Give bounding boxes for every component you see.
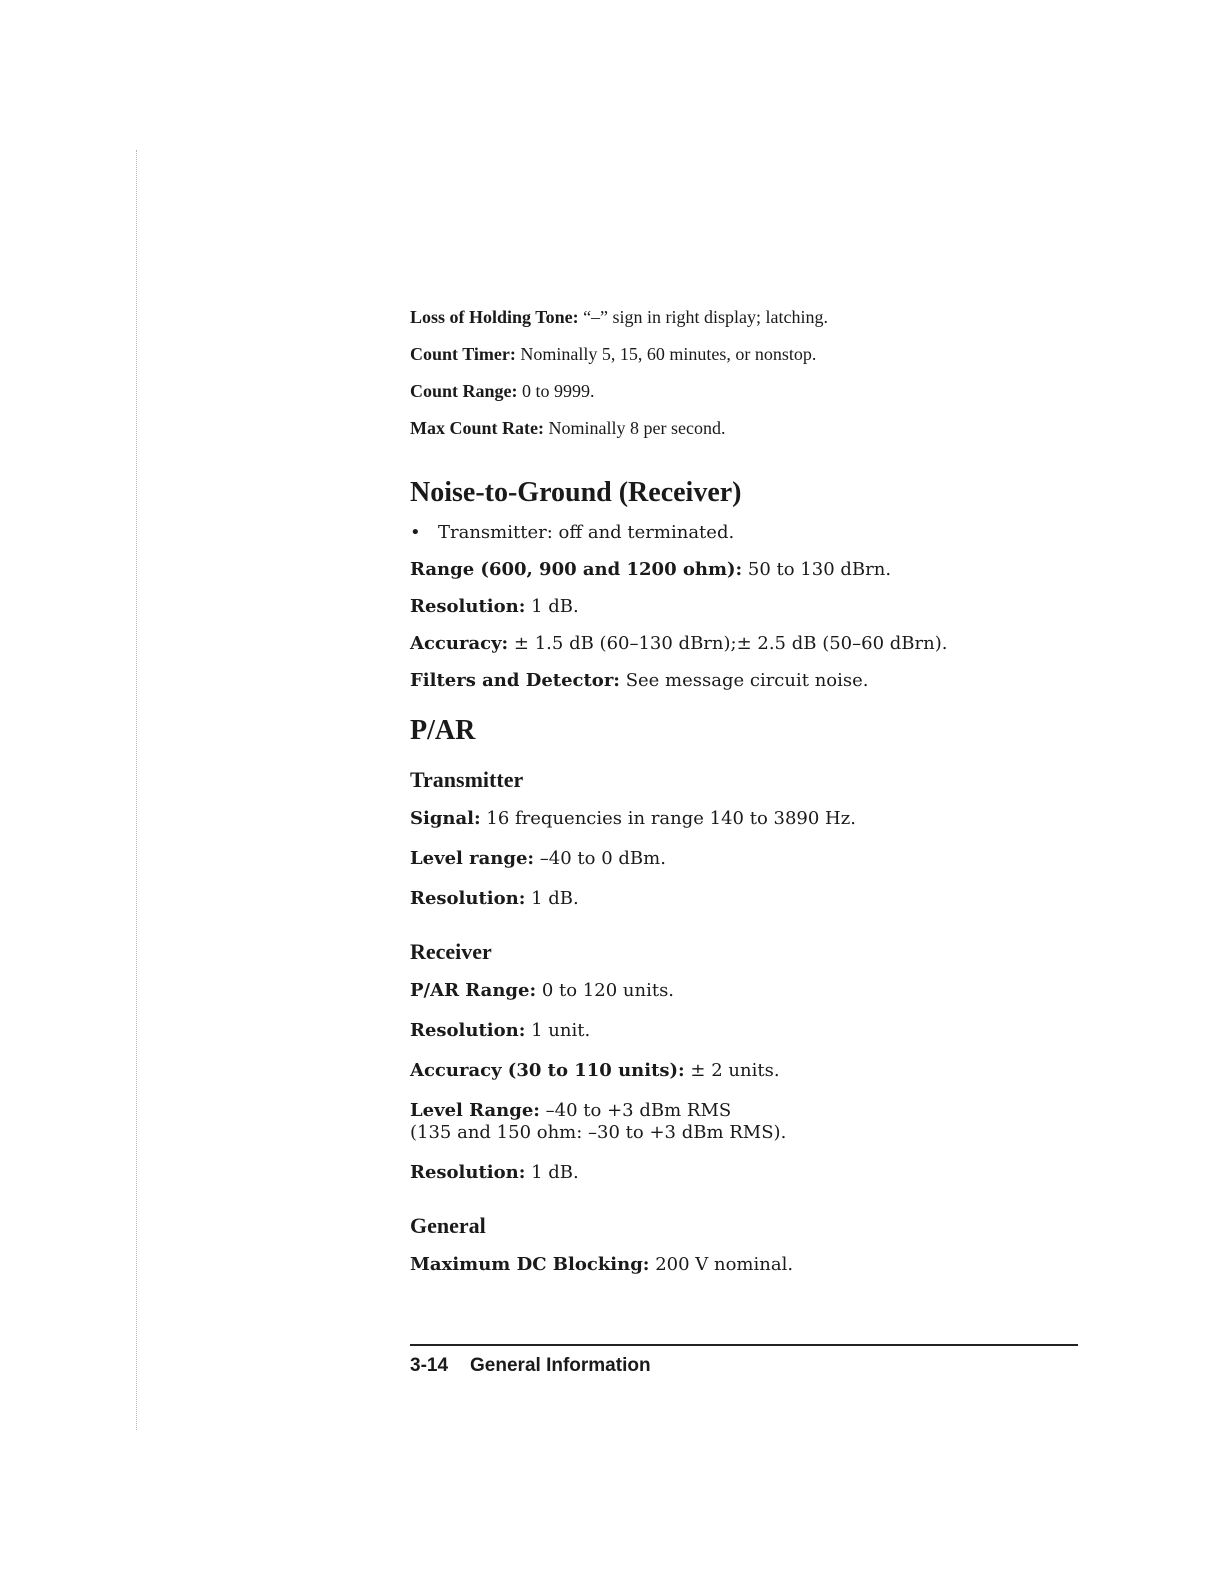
bullet-icon: • (410, 522, 421, 543)
footer-title: General Information (470, 1355, 651, 1376)
spec-par-tx-resolution: Resolution: 1 dB. (410, 888, 579, 909)
spec-loss-of-holding-tone: Loss of Holding Tone: “–” sign in right display; latching. (410, 307, 829, 327)
binding-margin-line (136, 150, 137, 1430)
heading-transmitter: Transmitter (410, 767, 524, 792)
page-content (410, 306, 1090, 1294)
spec-noise-filters: Filters and Detector: See message circuit noise. (410, 670, 869, 691)
spec-par-accuracy: Accuracy (30 to 110 units): ± 2 units. (410, 1060, 780, 1081)
heading-receiver: Receiver (410, 939, 492, 964)
spec-max-count-rate: Max Count Rate: Nominally 8 per second. (410, 418, 726, 438)
heading-noise-to-ground: Noise-to-Ground (Receiver) (410, 477, 742, 508)
bullet-transmitter-off: • Transmitter: off and terminated. (410, 522, 735, 543)
heading-par: P/AR (410, 715, 476, 746)
spec-par-rx-resolution-db: Resolution: 1 dB. (410, 1162, 579, 1183)
heading-general: General (410, 1213, 486, 1238)
spec-noise-range: Range (600, 900 and 1200 ohm): 50 to 130 dBrn. (410, 559, 892, 580)
spec-max-dc-blocking: Maximum DC Blocking: 200 V nominal. (410, 1254, 794, 1275)
page-number: 3-14 (410, 1355, 449, 1376)
spec-par-signal: Signal: 16 frequencies in range 140 to 3890 Hz. (410, 808, 856, 829)
spec-par-level-range: Level range: –40 to 0 dBm. (410, 848, 666, 869)
spec-count-timer: Count Timer: Nominally 5, 15, 60 minutes, or nonstop. (410, 344, 817, 364)
spec-noise-resolution: Resolution: 1 dB. (410, 596, 579, 617)
spec-count-range: Count Range: 0 to 9999. (410, 381, 595, 401)
spec-noise-accuracy: Accuracy: ± 1.5 dB (60–130 dBrn);± 2.5 dB (50–60 dBrn). (410, 633, 948, 654)
page-footer (410, 1355, 651, 1377)
spec-par-rx-resolution: Resolution: 1 unit. (410, 1020, 591, 1041)
spec-par-rx-level-range: Level Range: –40 to +3 dBm RMS (135 and 150 ohm: –30 to +3 dBm RMS). (410, 1100, 787, 1143)
footer-rule (410, 1344, 1078, 1346)
spec-par-range: P/AR Range: 0 to 120 units. (410, 980, 675, 1001)
